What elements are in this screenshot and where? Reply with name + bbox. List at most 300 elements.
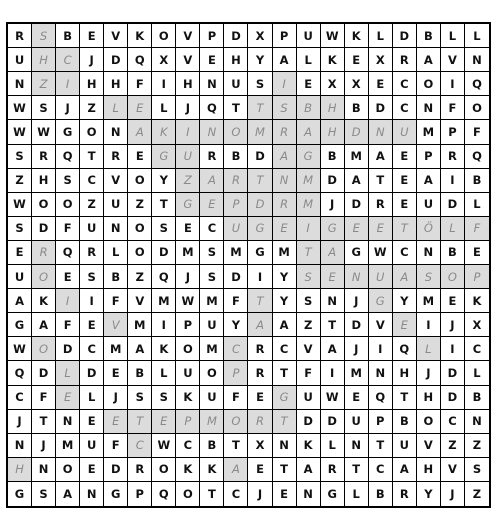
grid-cell[interactable]: E bbox=[176, 217, 200, 241]
grid-cell[interactable]: D bbox=[345, 193, 369, 217]
grid-cell[interactable]: T bbox=[273, 410, 297, 434]
grid-cell[interactable]: N bbox=[297, 482, 321, 506]
grid-cell[interactable]: T bbox=[248, 96, 272, 120]
grid-cell[interactable]: D bbox=[104, 48, 128, 72]
grid-cell[interactable]: E bbox=[128, 145, 152, 169]
grid-cell[interactable]: U bbox=[200, 386, 224, 410]
grid-cell[interactable]: O bbox=[224, 410, 248, 434]
grid-cell[interactable]: L bbox=[297, 48, 321, 72]
grid-cell[interactable]: J bbox=[8, 410, 32, 434]
grid-cell[interactable]: I bbox=[56, 72, 80, 96]
grid-cell[interactable]: G bbox=[321, 482, 345, 506]
grid-cell[interactable]: D bbox=[393, 24, 417, 48]
grid-cell[interactable]: O bbox=[176, 337, 200, 361]
grid-cell[interactable]: E bbox=[369, 72, 393, 96]
grid-cell[interactable]: U bbox=[224, 217, 248, 241]
grid-cell[interactable]: V bbox=[176, 48, 200, 72]
grid-cell[interactable]: H bbox=[393, 361, 417, 385]
grid-cell[interactable]: U bbox=[8, 48, 32, 72]
grid-cell[interactable]: F bbox=[32, 386, 56, 410]
grid-cell[interactable]: X bbox=[345, 72, 369, 96]
grid-cell[interactable]: Q bbox=[152, 482, 176, 506]
grid-cell[interactable]: Z bbox=[176, 169, 200, 193]
grid-cell[interactable]: U bbox=[297, 386, 321, 410]
grid-cell[interactable]: F bbox=[441, 96, 465, 120]
grid-cell[interactable]: O bbox=[152, 458, 176, 482]
grid-cell[interactable]: Z bbox=[465, 434, 489, 458]
grid-cell[interactable]: O bbox=[32, 337, 56, 361]
grid-cell[interactable]: B bbox=[104, 265, 128, 289]
grid-cell[interactable]: Q bbox=[465, 145, 489, 169]
grid-cell[interactable]: C bbox=[441, 410, 465, 434]
grid-cell[interactable]: O bbox=[152, 24, 176, 48]
grid-cell[interactable]: L bbox=[56, 361, 80, 385]
grid-cell[interactable]: X bbox=[248, 24, 272, 48]
grid-cell[interactable]: J bbox=[176, 265, 200, 289]
grid-cell[interactable]: D bbox=[297, 410, 321, 434]
grid-cell[interactable]: H bbox=[321, 120, 345, 144]
grid-cell[interactable]: A bbox=[321, 241, 345, 265]
grid-cell[interactable]: Y bbox=[273, 289, 297, 313]
grid-cell[interactable]: L bbox=[465, 24, 489, 48]
grid-cell[interactable]: Q bbox=[393, 337, 417, 361]
grid-cell[interactable]: G bbox=[248, 241, 272, 265]
grid-cell[interactable]: H bbox=[104, 72, 128, 96]
grid-cell[interactable]: B bbox=[297, 96, 321, 120]
grid-cell[interactable]: R bbox=[224, 169, 248, 193]
grid-cell[interactable]: H bbox=[80, 72, 104, 96]
grid-cell[interactable]: P bbox=[273, 24, 297, 48]
grid-cell[interactable]: X bbox=[369, 48, 393, 72]
grid-cell[interactable]: Q bbox=[369, 386, 393, 410]
grid-cell[interactable]: E bbox=[393, 193, 417, 217]
grid-cell[interactable]: L bbox=[104, 96, 128, 120]
grid-cell[interactable]: N bbox=[80, 482, 104, 506]
grid-cell[interactable]: B bbox=[56, 24, 80, 48]
grid-cell[interactable]: E bbox=[248, 458, 272, 482]
grid-cell[interactable]: I bbox=[80, 289, 104, 313]
grid-cell[interactable]: L bbox=[321, 434, 345, 458]
grid-cell[interactable]: P bbox=[417, 145, 441, 169]
grid-cell[interactable]: R bbox=[8, 24, 32, 48]
grid-cell[interactable]: N bbox=[345, 265, 369, 289]
grid-cell[interactable]: C bbox=[200, 217, 224, 241]
grid-cell[interactable]: V bbox=[104, 24, 128, 48]
grid-cell[interactable]: U bbox=[104, 193, 128, 217]
grid-cell[interactable]: B bbox=[200, 434, 224, 458]
grid-cell[interactable]: E bbox=[8, 241, 32, 265]
grid-cell[interactable]: N bbox=[345, 434, 369, 458]
grid-cell[interactable]: K bbox=[297, 434, 321, 458]
grid-cell[interactable]: Q bbox=[128, 48, 152, 72]
grid-cell[interactable]: L bbox=[345, 482, 369, 506]
grid-cell[interactable]: C bbox=[369, 458, 393, 482]
grid-cell[interactable]: Y bbox=[393, 289, 417, 313]
grid-cell[interactable]: C bbox=[393, 72, 417, 96]
grid-cell[interactable]: T bbox=[345, 458, 369, 482]
grid-cell[interactable]: P bbox=[200, 24, 224, 48]
grid-cell[interactable]: S bbox=[465, 458, 489, 482]
grid-cell[interactable]: V bbox=[176, 24, 200, 48]
grid-cell[interactable]: K bbox=[465, 289, 489, 313]
grid-cell[interactable]: V bbox=[441, 48, 465, 72]
grid-cell[interactable]: E bbox=[345, 217, 369, 241]
grid-cell[interactable]: H bbox=[417, 458, 441, 482]
grid-cell[interactable]: E bbox=[104, 361, 128, 385]
grid-cell[interactable]: H bbox=[32, 48, 56, 72]
grid-cell[interactable]: W bbox=[32, 120, 56, 144]
grid-cell[interactable]: O bbox=[128, 217, 152, 241]
grid-cell[interactable]: D bbox=[248, 145, 272, 169]
grid-cell[interactable]: S bbox=[248, 72, 272, 96]
grid-cell[interactable]: E bbox=[297, 72, 321, 96]
grid-cell[interactable]: N bbox=[104, 120, 128, 144]
grid-cell[interactable]: M bbox=[200, 337, 224, 361]
grid-cell[interactable]: K bbox=[176, 386, 200, 410]
grid-cell[interactable]: F bbox=[224, 386, 248, 410]
grid-cell[interactable]: B bbox=[369, 482, 393, 506]
grid-cell[interactable]: E bbox=[152, 410, 176, 434]
grid-cell[interactable]: M bbox=[417, 120, 441, 144]
grid-cell[interactable]: D bbox=[441, 361, 465, 385]
grid-cell[interactable]: O bbox=[224, 120, 248, 144]
grid-cell[interactable]: D bbox=[56, 337, 80, 361]
grid-cell[interactable]: T bbox=[369, 434, 393, 458]
grid-cell[interactable]: A bbox=[417, 169, 441, 193]
grid-cell[interactable]: Y bbox=[273, 265, 297, 289]
grid-cell[interactable]: O bbox=[56, 193, 80, 217]
grid-cell[interactable]: J bbox=[176, 96, 200, 120]
grid-cell[interactable]: E bbox=[248, 386, 272, 410]
grid-cell[interactable]: Z bbox=[8, 169, 32, 193]
grid-cell[interactable]: N bbox=[56, 410, 80, 434]
grid-cell[interactable]: C bbox=[80, 337, 104, 361]
grid-cell[interactable]: A bbox=[200, 169, 224, 193]
grid-cell[interactable]: I bbox=[176, 120, 200, 144]
grid-cell[interactable]: N bbox=[200, 72, 224, 96]
grid-cell[interactable]: F bbox=[465, 217, 489, 241]
grid-cell[interactable]: W bbox=[321, 386, 345, 410]
grid-cell[interactable]: I bbox=[441, 169, 465, 193]
grid-cell[interactable]: R bbox=[273, 120, 297, 144]
grid-cell[interactable]: G bbox=[8, 313, 32, 337]
grid-cell[interactable]: A bbox=[273, 145, 297, 169]
grid-cell[interactable]: K bbox=[345, 24, 369, 48]
grid-cell[interactable]: R bbox=[200, 145, 224, 169]
grid-cell[interactable]: E bbox=[393, 313, 417, 337]
grid-cell[interactable]: K bbox=[176, 458, 200, 482]
grid-cell[interactable]: S bbox=[8, 145, 32, 169]
grid-cell[interactable]: E bbox=[273, 217, 297, 241]
grid-cell[interactable]: T bbox=[393, 217, 417, 241]
grid-cell[interactable]: W bbox=[8, 96, 32, 120]
grid-cell[interactable]: E bbox=[56, 386, 80, 410]
grid-cell[interactable]: E bbox=[80, 313, 104, 337]
grid-cell[interactable]: A bbox=[248, 313, 272, 337]
grid-cell[interactable]: L bbox=[441, 24, 465, 48]
grid-cell[interactable]: V bbox=[128, 289, 152, 313]
grid-cell[interactable]: S bbox=[8, 217, 32, 241]
grid-cell[interactable]: Q bbox=[465, 72, 489, 96]
grid-cell[interactable]: X bbox=[321, 72, 345, 96]
grid-cell[interactable]: B bbox=[465, 386, 489, 410]
grid-cell[interactable]: M bbox=[248, 120, 272, 144]
grid-cell[interactable]: E bbox=[128, 96, 152, 120]
grid-cell[interactable]: Y bbox=[248, 48, 272, 72]
grid-cell[interactable]: E bbox=[200, 48, 224, 72]
grid-cell[interactable]: S bbox=[152, 217, 176, 241]
grid-cell[interactable]: T bbox=[128, 410, 152, 434]
grid-cell[interactable]: V bbox=[297, 337, 321, 361]
grid-cell[interactable]: E bbox=[200, 193, 224, 217]
grid-cell[interactable]: M bbox=[345, 361, 369, 385]
grid-cell[interactable]: I bbox=[297, 217, 321, 241]
grid-cell[interactable]: H bbox=[176, 72, 200, 96]
grid-cell[interactable]: U bbox=[393, 434, 417, 458]
grid-cell[interactable]: J bbox=[80, 48, 104, 72]
grid-cell[interactable]: C bbox=[465, 337, 489, 361]
grid-cell[interactable]: N bbox=[8, 72, 32, 96]
grid-cell[interactable]: N bbox=[417, 96, 441, 120]
grid-cell[interactable]: T bbox=[152, 193, 176, 217]
grid-cell[interactable]: R bbox=[441, 145, 465, 169]
grid-cell[interactable]: O bbox=[441, 265, 465, 289]
grid-cell[interactable]: S bbox=[200, 265, 224, 289]
grid-cell[interactable]: G bbox=[321, 217, 345, 241]
grid-cell[interactable]: C bbox=[224, 482, 248, 506]
grid-cell[interactable]: A bbox=[128, 120, 152, 144]
grid-cell[interactable]: D bbox=[345, 120, 369, 144]
grid-cell[interactable]: K bbox=[128, 24, 152, 48]
grid-cell[interactable]: L bbox=[80, 386, 104, 410]
grid-cell[interactable]: F bbox=[104, 289, 128, 313]
grid-cell[interactable]: A bbox=[321, 337, 345, 361]
grid-cell[interactable]: E bbox=[441, 289, 465, 313]
grid-cell[interactable]: P bbox=[441, 120, 465, 144]
grid-cell[interactable]: H bbox=[224, 48, 248, 72]
grid-cell[interactable]: N bbox=[273, 434, 297, 458]
grid-cell[interactable]: S bbox=[200, 241, 224, 265]
grid-cell[interactable]: U bbox=[297, 24, 321, 48]
grid-cell[interactable]: K bbox=[152, 120, 176, 144]
grid-cell[interactable]: M bbox=[345, 145, 369, 169]
grid-cell[interactable]: V bbox=[369, 313, 393, 337]
grid-cell[interactable]: Z bbox=[80, 193, 104, 217]
grid-cell[interactable]: S bbox=[273, 96, 297, 120]
grid-cell[interactable]: D bbox=[441, 386, 465, 410]
grid-cell[interactable]: R bbox=[248, 410, 272, 434]
grid-cell[interactable]: T bbox=[248, 169, 272, 193]
grid-cell[interactable]: E bbox=[393, 169, 417, 193]
grid-cell[interactable]: C bbox=[128, 434, 152, 458]
grid-cell[interactable]: I bbox=[441, 337, 465, 361]
grid-cell[interactable]: I bbox=[321, 361, 345, 385]
grid-cell[interactable]: R bbox=[248, 337, 272, 361]
grid-cell[interactable]: Y bbox=[152, 169, 176, 193]
grid-cell[interactable]: S bbox=[128, 386, 152, 410]
grid-cell[interactable]: I bbox=[273, 72, 297, 96]
grid-cell[interactable]: S bbox=[56, 169, 80, 193]
grid-cell[interactable]: B bbox=[465, 169, 489, 193]
grid-cell[interactable]: A bbox=[273, 48, 297, 72]
grid-cell[interactable]: I bbox=[248, 265, 272, 289]
grid-cell[interactable]: M bbox=[104, 337, 128, 361]
grid-cell[interactable]: U bbox=[80, 217, 104, 241]
grid-cell[interactable]: L bbox=[441, 217, 465, 241]
grid-cell[interactable]: F bbox=[56, 313, 80, 337]
grid-cell[interactable]: Ö bbox=[417, 217, 441, 241]
grid-cell[interactable]: E bbox=[80, 410, 104, 434]
grid-cell[interactable]: I bbox=[417, 313, 441, 337]
grid-cell[interactable]: E bbox=[345, 48, 369, 72]
grid-cell[interactable]: W bbox=[8, 120, 32, 144]
grid-cell[interactable]: D bbox=[80, 361, 104, 385]
grid-cell[interactable]: S bbox=[297, 265, 321, 289]
grid-cell[interactable]: S bbox=[152, 386, 176, 410]
grid-cell[interactable]: J bbox=[321, 193, 345, 217]
grid-cell[interactable]: Z bbox=[128, 265, 152, 289]
grid-cell[interactable]: E bbox=[321, 265, 345, 289]
grid-cell[interactable]: M bbox=[417, 289, 441, 313]
grid-cell[interactable]: U bbox=[80, 434, 104, 458]
grid-cell[interactable]: A bbox=[128, 337, 152, 361]
grid-cell[interactable]: Q bbox=[152, 265, 176, 289]
grid-cell[interactable]: O bbox=[200, 361, 224, 385]
grid-cell[interactable]: O bbox=[176, 482, 200, 506]
grid-cell[interactable]: B bbox=[321, 145, 345, 169]
grid-cell[interactable]: T bbox=[369, 169, 393, 193]
grid-cell[interactable]: H bbox=[32, 169, 56, 193]
grid-cell[interactable]: N bbox=[369, 120, 393, 144]
grid-cell[interactable]: V bbox=[104, 313, 128, 337]
grid-cell[interactable]: G bbox=[104, 482, 128, 506]
grid-cell[interactable]: J bbox=[56, 96, 80, 120]
grid-cell[interactable]: N bbox=[200, 120, 224, 144]
grid-cell[interactable]: D bbox=[369, 96, 393, 120]
grid-cell[interactable]: Y bbox=[224, 313, 248, 337]
grid-cell[interactable]: F bbox=[465, 120, 489, 144]
grid-cell[interactable]: Q bbox=[56, 145, 80, 169]
grid-cell[interactable]: R bbox=[104, 145, 128, 169]
grid-cell[interactable]: L bbox=[152, 96, 176, 120]
grid-cell[interactable]: F bbox=[297, 361, 321, 385]
grid-cell[interactable]: R bbox=[393, 48, 417, 72]
grid-cell[interactable]: J bbox=[417, 361, 441, 385]
grid-cell[interactable]: M bbox=[297, 169, 321, 193]
grid-cell[interactable]: L bbox=[369, 24, 393, 48]
grid-cell[interactable]: H bbox=[321, 96, 345, 120]
grid-cell[interactable]: A bbox=[56, 482, 80, 506]
grid-cell[interactable]: N bbox=[465, 48, 489, 72]
grid-cell[interactable]: K bbox=[152, 337, 176, 361]
grid-cell[interactable]: I bbox=[56, 289, 80, 313]
grid-cell[interactable]: D bbox=[224, 265, 248, 289]
grid-cell[interactable]: D bbox=[32, 361, 56, 385]
grid-cell[interactable]: O bbox=[417, 72, 441, 96]
grid-cell[interactable]: E bbox=[104, 410, 128, 434]
grid-cell[interactable]: L bbox=[465, 193, 489, 217]
grid-cell[interactable]: N bbox=[8, 434, 32, 458]
grid-cell[interactable]: R bbox=[248, 361, 272, 385]
grid-cell[interactable]: S bbox=[417, 265, 441, 289]
grid-cell[interactable]: G bbox=[176, 193, 200, 217]
grid-cell[interactable]: O bbox=[417, 410, 441, 434]
grid-cell[interactable]: H bbox=[8, 458, 32, 482]
grid-cell[interactable]: J bbox=[104, 386, 128, 410]
grid-cell[interactable]: G bbox=[8, 482, 32, 506]
grid-cell[interactable]: S bbox=[32, 96, 56, 120]
grid-cell[interactable]: W bbox=[8, 337, 32, 361]
grid-cell[interactable]: D bbox=[321, 410, 345, 434]
grid-cell[interactable]: A bbox=[393, 265, 417, 289]
grid-cell[interactable]: B bbox=[441, 241, 465, 265]
grid-cell[interactable]: S bbox=[32, 24, 56, 48]
grid-cell[interactable]: M bbox=[128, 313, 152, 337]
grid-cell[interactable]: G bbox=[273, 386, 297, 410]
grid-cell[interactable]: A bbox=[32, 313, 56, 337]
grid-cell[interactable]: E bbox=[345, 386, 369, 410]
grid-cell[interactable]: R bbox=[32, 145, 56, 169]
grid-cell[interactable]: M bbox=[56, 434, 80, 458]
grid-cell[interactable]: D bbox=[321, 169, 345, 193]
grid-cell[interactable]: J bbox=[441, 482, 465, 506]
grid-cell[interactable]: A bbox=[417, 48, 441, 72]
grid-cell[interactable]: J bbox=[345, 289, 369, 313]
grid-cell[interactable]: U bbox=[393, 120, 417, 144]
grid-cell[interactable]: W bbox=[152, 434, 176, 458]
grid-cell[interactable]: X bbox=[465, 313, 489, 337]
grid-cell[interactable]: D bbox=[224, 24, 248, 48]
grid-cell[interactable]: O bbox=[56, 458, 80, 482]
grid-cell[interactable]: C bbox=[393, 241, 417, 265]
grid-cell[interactable]: O bbox=[80, 120, 104, 144]
grid-cell[interactable]: Z bbox=[441, 434, 465, 458]
grid-cell[interactable]: O bbox=[32, 193, 56, 217]
grid-cell[interactable]: C bbox=[56, 48, 80, 72]
grid-cell[interactable]: P bbox=[176, 313, 200, 337]
grid-cell[interactable]: J bbox=[32, 434, 56, 458]
grid-cell[interactable]: R bbox=[128, 458, 152, 482]
grid-cell[interactable]: T bbox=[273, 361, 297, 385]
grid-cell[interactable]: T bbox=[248, 289, 272, 313]
grid-cell[interactable]: W bbox=[176, 289, 200, 313]
grid-cell[interactable]: Z bbox=[472, 486, 482, 501]
grid-cell[interactable]: M bbox=[200, 410, 224, 434]
grid-cell[interactable]: T bbox=[32, 410, 56, 434]
grid-cell[interactable]: A bbox=[8, 289, 32, 313]
grid-cell[interactable]: J bbox=[345, 337, 369, 361]
grid-cell[interactable]: L bbox=[152, 361, 176, 385]
grid-cell[interactable]: D bbox=[104, 458, 128, 482]
grid-cell[interactable]: Y bbox=[417, 482, 441, 506]
grid-cell[interactable]: T bbox=[273, 458, 297, 482]
grid-cell[interactable]: A bbox=[393, 458, 417, 482]
grid-cell[interactable]: R bbox=[321, 458, 345, 482]
grid-cell[interactable]: B bbox=[417, 24, 441, 48]
grid-cell[interactable]: I bbox=[152, 313, 176, 337]
grid-cell[interactable]: E bbox=[273, 482, 297, 506]
grid-cell[interactable]: S bbox=[297, 289, 321, 313]
grid-cell[interactable]: M bbox=[200, 289, 224, 313]
grid-cell[interactable]: X bbox=[152, 48, 176, 72]
grid-cell[interactable]: V bbox=[417, 434, 441, 458]
grid-cell[interactable]: M bbox=[297, 193, 321, 217]
grid-cell[interactable]: D bbox=[441, 193, 465, 217]
grid-cell[interactable]: C bbox=[224, 337, 248, 361]
grid-cell[interactable]: J bbox=[441, 313, 465, 337]
grid-cell[interactable]: L bbox=[417, 337, 441, 361]
grid-cell[interactable]: Z bbox=[297, 313, 321, 337]
